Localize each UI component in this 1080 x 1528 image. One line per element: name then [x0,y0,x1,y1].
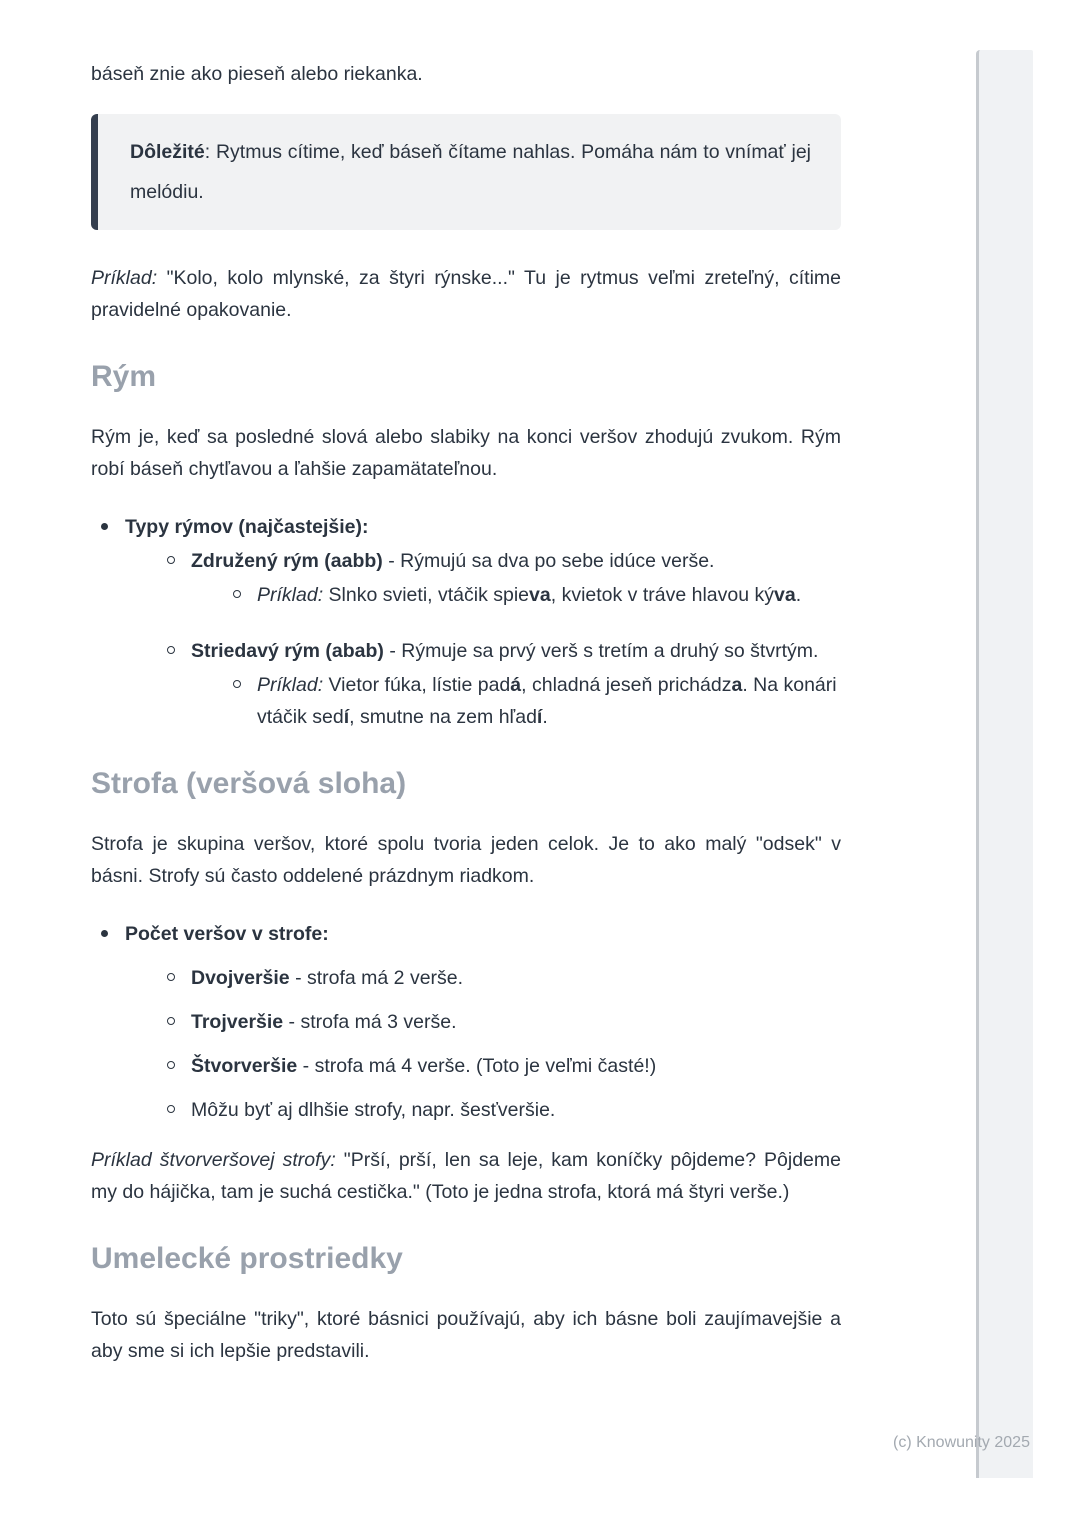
example-label: Príklad: [257,584,324,606]
scrollbar-track[interactable] [976,50,1033,1478]
important-callout [91,114,841,230]
list-item [157,1006,841,1038]
callout-label: Dôležité [130,141,205,163]
paragraph-umelecke-intro: Toto sú špeciálne "triky", ktoré básnici používajú, aby ich básne boli zaujímavejšie a aby sme si ich lepšie predstavili. [91,1308,841,1362]
rhyme-types-list [91,511,841,733]
term: Združený rým (aabb) [191,550,383,572]
example-label: Príklad: [257,674,324,696]
bullet-circle-icon [167,646,175,654]
example-text: "Kolo, kolo mlynské, za štyri rýnske..." Tu je rytmus veľmi zreteľný, cítime pravidelné opakovanie. [91,267,841,321]
section-heading-rym: Rým [91,360,157,393]
example-run: , chladná jeseň prichádz [521,674,732,696]
strofa-list [91,918,841,1126]
paragraph-intro-tail: báseň znie ako pieseň alebo riekanka. [91,63,423,85]
document-body [91,58,841,1367]
term-description: - strofa má 3 verše. [283,1011,457,1033]
list-item [223,669,841,733]
list-item [157,545,841,611]
example-run-bold: í [343,706,350,728]
example-run-bold: va [774,584,796,606]
bullet-circle-icon [233,680,241,688]
paragraph-rhythm-example [91,262,841,326]
bullet-circle-icon [167,1105,175,1113]
example-sublist [191,669,841,733]
list-title: Počet veršov v strofe: [125,923,329,945]
callout-text [130,132,811,212]
term-description: Môžu byť aj dlhšie strofy, napr. šesťveršie. [191,1099,556,1121]
example-run: . Na konári vtáčik sed [257,674,837,728]
section-heading-strofa: Strofa (veršová sloha) [91,767,407,800]
callout-body: : Rytmus cítime, keď báseň čítame nahlas. Pomáha nám to vnímať jej melódiu. [130,141,811,203]
example-label: Príklad: [91,267,158,289]
paragraph-strofa-intro: Strofa je skupina veršov, ktoré spolu tvoria jeden celok. Je to ako malý "odsek" v básni. Strofy sú často oddelené prázdnym riadkom. [91,833,841,887]
term-description: - strofa má 2 verše. [289,967,464,989]
term-description: - Rýmuje sa prvý verš s tretím a druhý so štvrtým. [383,640,819,662]
example-run: , smutne na zem hľad [349,706,537,728]
term: Štvorveršie [191,1055,298,1077]
paragraph-rym-intro: Rým je, keď sa posledné slová alebo slabiky na konci veršov zhodujú zvukom. Rým robí báseň chytľavou a ľahšie zapamätateľnou. [91,426,841,480]
list-title: Typy rýmov (najčastejšie): [125,516,369,538]
bullet-circle-icon [167,556,175,564]
section-heading-umelecke: Umelecké prostriedky [91,1242,403,1275]
example-run-bold: a [731,674,743,696]
bullet-disc-icon [101,523,108,530]
strofa-sublist [125,962,841,1126]
list-item [157,635,841,733]
list-item [157,1094,841,1126]
bullet-disc-icon [101,930,108,937]
example-run-bold: í [536,706,543,728]
term-description: - strofa má 4 verše. (Toto je veľmi časté!) [297,1055,657,1077]
term: Dvojveršie [191,967,290,989]
example-run: . [542,706,548,728]
example-run: . [795,584,802,606]
example-run: Slnko svieti, vtáčik spie [323,584,530,606]
example-sublist [191,579,841,611]
example-run: Vietor fúka, lístie pad [323,674,511,696]
watermark: (c) Knowunity 2025 [893,1434,1030,1451]
list-item [157,1050,841,1082]
rhyme-types-sublist [125,545,841,733]
bullet-circle-icon [167,1017,175,1025]
bullet-circle-icon [167,973,175,981]
bullet-circle-icon [233,590,241,598]
list-item [91,918,841,1126]
term: Striedavý rým (abab) [191,640,384,662]
list-item [91,511,841,733]
list-item [157,962,841,994]
example-run-bold: va [529,584,551,606]
paragraph-strofa-example [91,1144,841,1208]
example-run-bold: á [510,674,522,696]
list-item [223,579,841,611]
example-run: , kvietok v tráve hlavou ký [550,584,774,606]
term: Trojveršie [191,1011,284,1033]
example-text: "Prší, prší, len sa leje, kam koníčky pôjdeme? Pôjdeme my do hájička, tam je suchá cestička." (Toto je jedna strofa, ktorá má štyri verše.) [91,1149,841,1203]
term-description: - Rýmujú sa dva po sebe idúce verše. [382,550,715,572]
example-label: Príklad štvorveršovej strofy: [91,1149,336,1171]
bullet-circle-icon [167,1061,175,1069]
